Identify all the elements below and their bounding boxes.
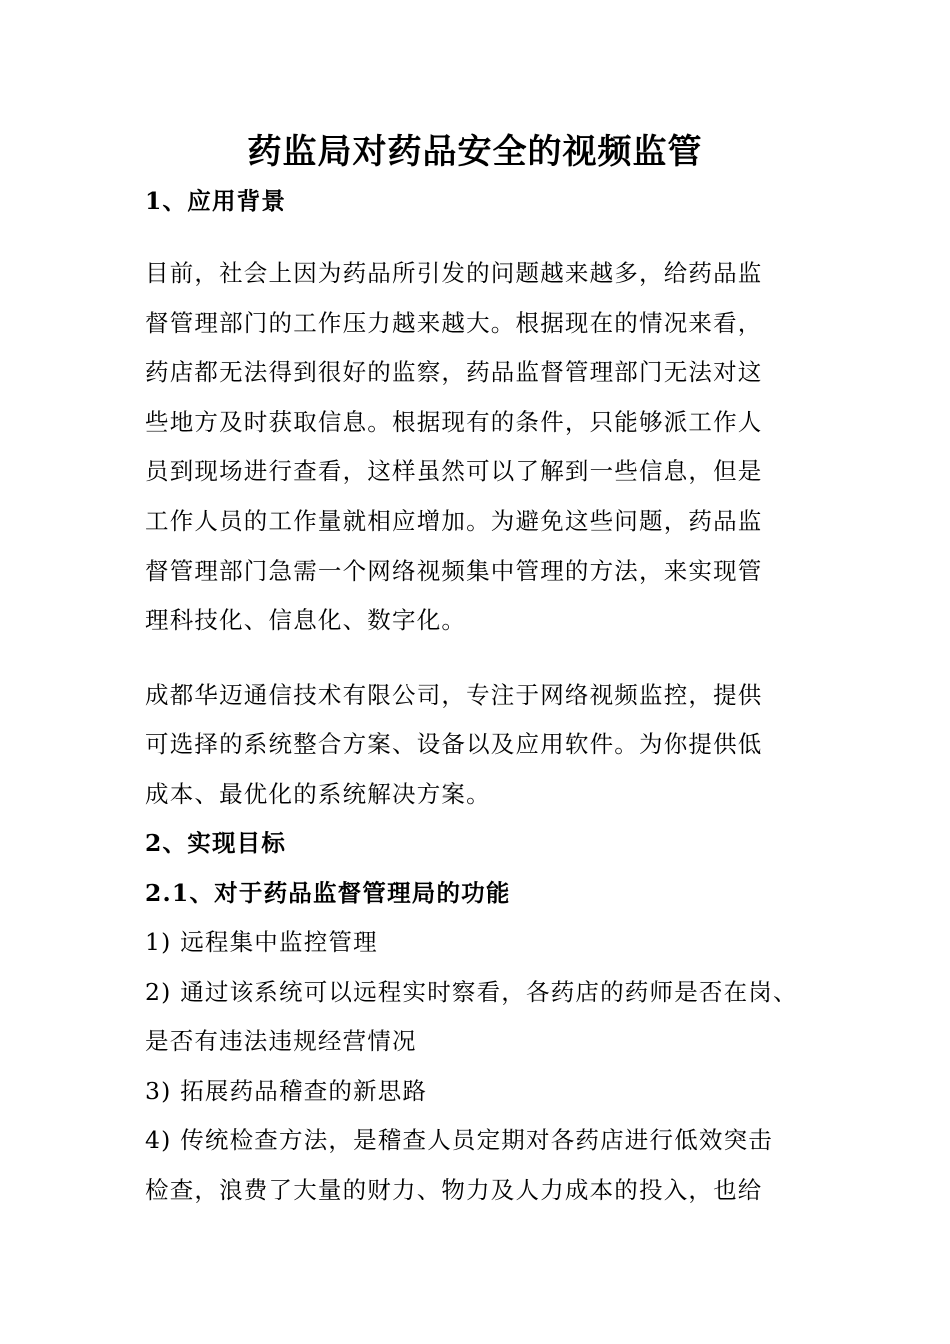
section-heading-background: 1、应用背景: [145, 187, 287, 215]
list-item-continuation: 是否有违法违规经营情况: [145, 1027, 417, 1055]
paragraph-line: 目前，社会上因为药品所引发的问题越来越多，给药品监: [145, 259, 763, 287]
list-item: 2) 通过该系统可以远程实时察看，各药店的药师是否在岗、: [145, 978, 798, 1006]
paragraph-line: 可选择的系统整合方案、设备以及应用软件。为你提供低: [145, 730, 763, 758]
list-item-continuation: 检查，浪费了大量的财力、物力及人力成本的投入，也给: [145, 1176, 763, 1204]
paragraph-line: 员到现场进行查看，这样虽然可以了解到一些信息，但是: [145, 457, 763, 485]
paragraph-line: 药店都无法得到很好的监察，药品监督管理部门无法对这: [145, 358, 763, 386]
document-title: 药监局对药品安全的视频监管: [247, 132, 703, 172]
subsection-heading: 2.1、对于药品监督管理局的功能: [145, 879, 511, 907]
list-item: 3) 拓展药品稽查的新思路: [145, 1077, 428, 1105]
paragraph-line: 督管理部门急需一个网络视频集中管理的方法，来实现管: [145, 557, 763, 585]
paragraph-line: 工作人员的工作量就相应增加。为避免这些问题，药品监: [145, 507, 763, 535]
section-heading-goals: 2、实现目标: [145, 829, 287, 857]
paragraph-line: 成本、最优化的系统解决方案。: [145, 780, 491, 808]
paragraph-line: 督管理部门的工作压力越来越大。根据现在的情况来看，: [145, 309, 763, 337]
list-item: 4) 传统检查方法，是稽查人员定期对各药店进行低效突击: [145, 1126, 773, 1154]
list-item: 1) 远程集中监控管理: [145, 928, 378, 956]
paragraph-line: 理科技化、信息化、数字化。: [145, 606, 467, 634]
paragraph-line: 些地方及时获取信息。根据现有的条件，只能够派工作人: [145, 408, 763, 436]
paragraph-line: 成都华迈通信技术有限公司，专注于网络视频监控，提供: [145, 681, 763, 709]
